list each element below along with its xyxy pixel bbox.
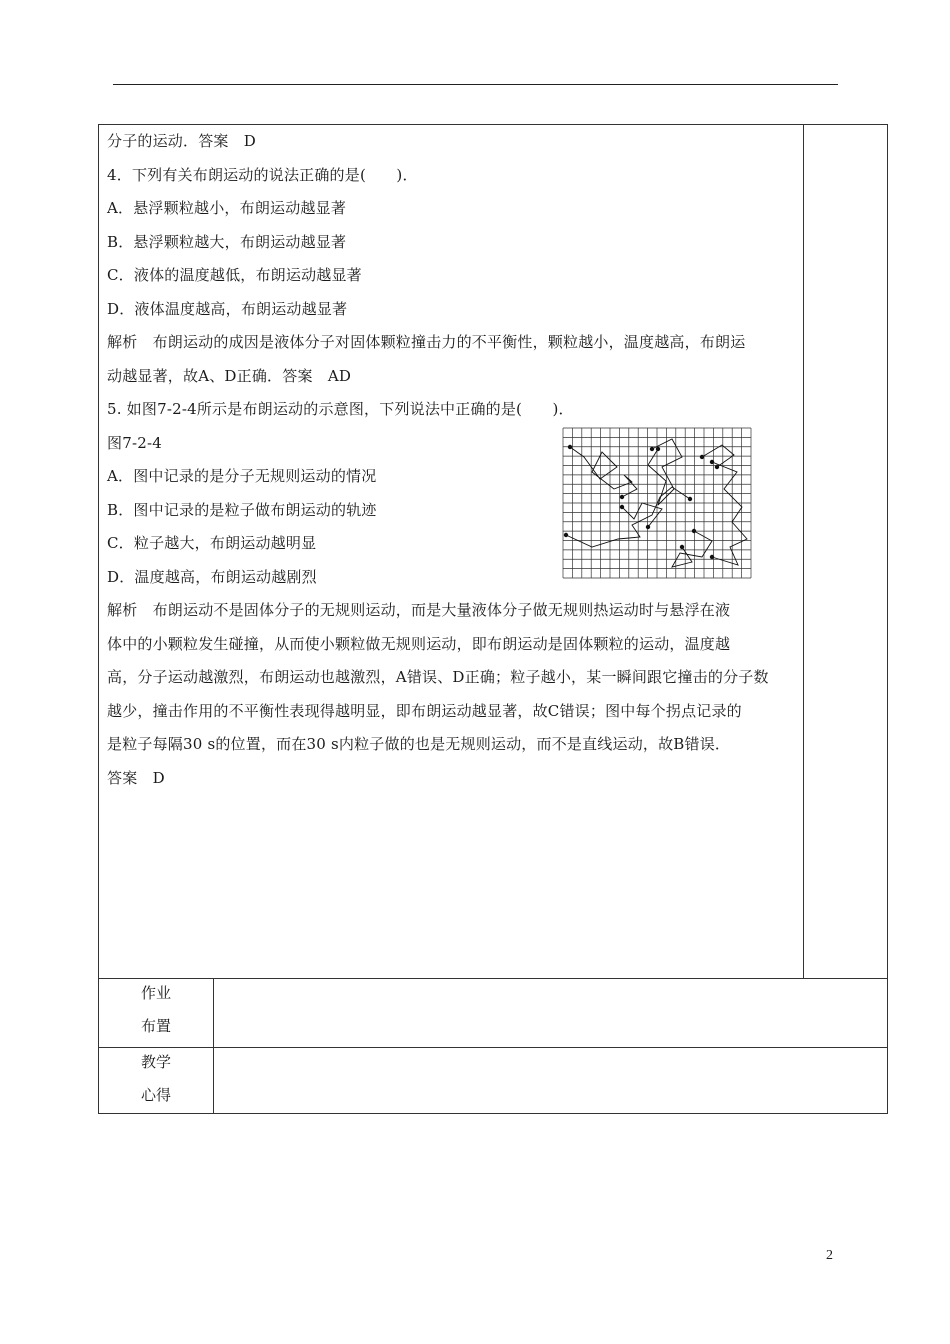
option-5c: C．粒子越大，布朗运动越明显	[107, 534, 317, 552]
right-column-divider	[803, 124, 804, 978]
option-4d: D．液体温度越高，布朗运动越显著	[107, 299, 348, 318]
analysis-5: 体中的小颗粒发生碰撞，从而使小颗粒做无规则运动，即布朗运动是固体颗粒的运动，温度越	[107, 634, 731, 653]
answer-5: 答案 D	[107, 768, 165, 787]
option-4b: B．悬浮颗粒越大，布朗运动越显著	[107, 232, 347, 251]
analysis-5: 高，分子运动越激烈，布朗运动也越激烈，A错误、D正确；粒子越小，某一瞬间跟它撞击的分子数	[107, 668, 769, 686]
option-4a: A．悬浮颗粒越小，布朗运动越显著	[107, 199, 347, 217]
analysis-5: 解析 布朗运动不是固体分子的无规则运动，而是大量液体分子做无规则热运动时与悬浮在液	[107, 601, 731, 619]
option-4c: C．液体的温度越低，布朗运动越显著	[107, 266, 362, 284]
reflection-label-line2: 心得	[140, 1086, 171, 1104]
text-line: 分子的运动．答案 D	[107, 132, 257, 150]
option-5a: A．图中记录的是分子无规则运动的情况	[107, 467, 377, 485]
analysis-5: 是粒子每隔30 s的位置，而在30 s内粒子做的也是无规则运动，而不是直线运动，故B错误．	[107, 735, 731, 753]
homework-label	[99, 977, 213, 1043]
row-divider-1	[98, 978, 888, 979]
question-4: 4．下列有关布朗运动的说法正确的是( )．	[107, 165, 418, 184]
reflection-label	[99, 1046, 213, 1112]
option-5b: B．图中记录的是粒子做布朗运动的轨迹	[107, 500, 377, 519]
option-5d: D．温度越高，布朗运动越剧烈	[107, 567, 317, 586]
row-divider-2	[98, 1047, 888, 1048]
question-5: 5. 如图7-2-4所示是布朗运动的示意图，下列说法中正确的是( )．	[107, 400, 574, 418]
analysis-4: 解析 布朗运动的成因是液体分子对固体颗粒撞击力的不平衡性，颗粒越小，温度越高，布朗运	[107, 333, 746, 351]
analysis-5: 越少，撞击作用的不平衡性表现得越明显，即布朗运动越显著，故C错误；图中每个拐点记录的	[107, 701, 742, 720]
header-rule	[113, 84, 838, 85]
main-content	[107, 125, 797, 795]
brownian-motion-figure	[562, 427, 752, 579]
homework-label-line2: 布置	[140, 1017, 171, 1035]
reflection-label-line1: 教学	[140, 1053, 171, 1071]
label-column-divider	[213, 978, 214, 1114]
homework-label-line1: 作业	[140, 984, 171, 1002]
figure-caption: 图7-2-4	[107, 433, 162, 452]
page-number: 2	[826, 1248, 833, 1263]
answer-4: 动越显著，故A、D正确．答案 AD	[107, 366, 352, 385]
